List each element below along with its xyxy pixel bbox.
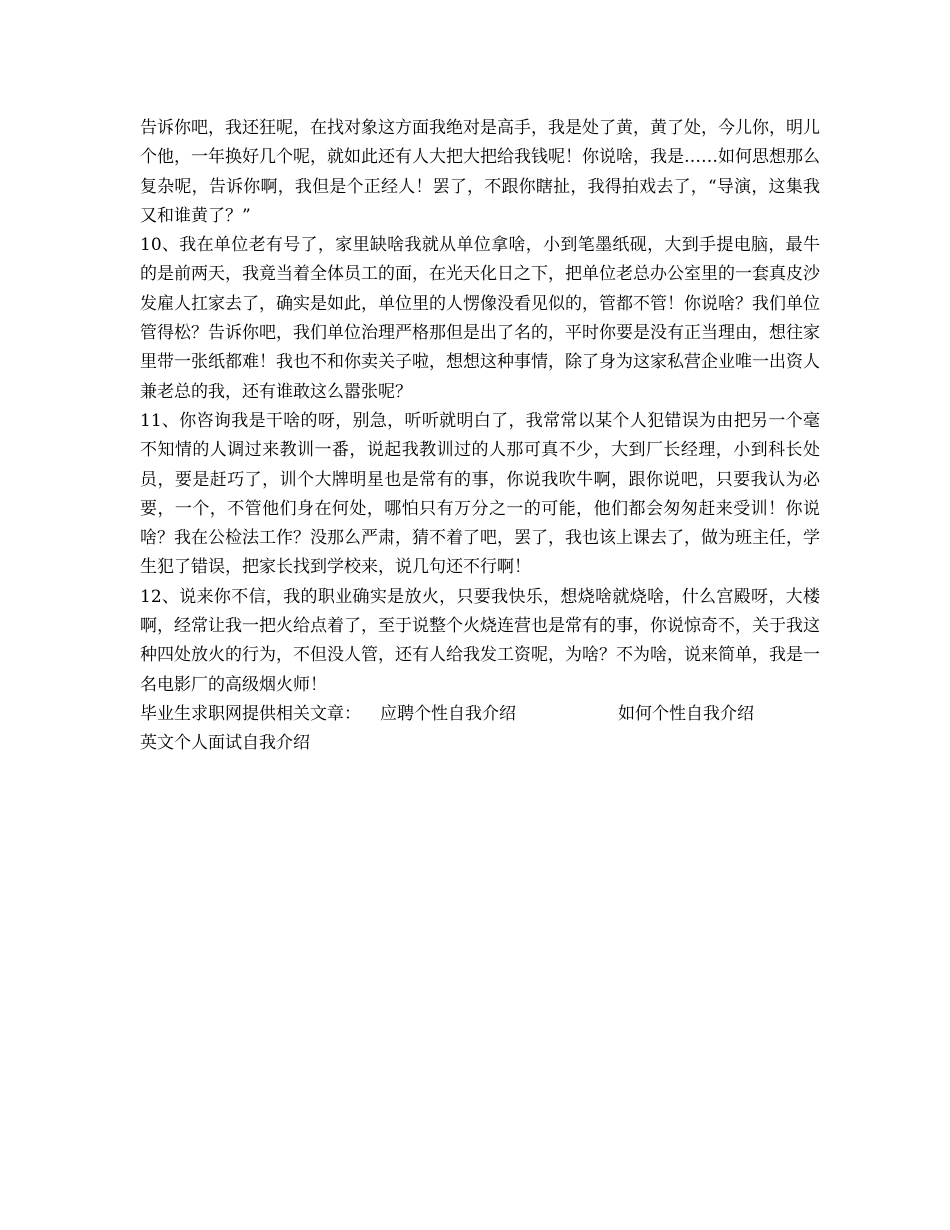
paragraph-item-12: 12、说来你不信，我的职业确实是放火，只要我快乐，想烧啥就烧啥，什么宫殿呀，大楼啊，经常让我一把火给点着了，至于说整个火烧连营也是常有的事，你说惊奇不，关于我这种四处放火的行为，不但没人管，还有人给我发工资呢，为啥？不为啥，说来简单，我是一名电影厂的高级烟火师！ xyxy=(140,586,820,695)
related-link-how-personality-intro[interactable]: 如何个性自我介绍 xyxy=(618,703,754,724)
paragraph-intro-continuation: 告诉你吧，我还狂呢，在找对象这方面我绝对是高手，我是处了黄，黄了处，今儿你，明儿个他，一年换好几个呢，就如此还有人大把大把给我钱呢！你说啥，我是……如何思想那么复杂呢，告诉你啊，我但是个正经人！罢了，不跟你瞎扯，我得拍戏去了，“导演，这集我又和谁黄了？” xyxy=(140,118,820,226)
related-articles xyxy=(140,700,820,759)
related-articles-label: 毕业生求职网提供相关文章： xyxy=(140,703,361,724)
paragraph-item-11: 11、你咨询我是干啥的呀，别急，听听就明白了，我常常以某个人犯错误为由把另一个毫不知情的人调过来教训一番，说起我教训过的人那可真不少，大到厂长经理，小到科长处员，要是赶巧了，训个大牌明星也是常有的事，你说我吹牛啊，跟你说吧，只要我认为必要，一个，不管他们身在何处，哪怕只有万分之一的可能，他们都会匆匆赶来受训！你说啥？我在公检法工作？没那么严肃，猜不着了吧，罢了，我也该上课去了，做为班主任，学生犯了错误，把家长找到学校来，说几句还不行啊！ xyxy=(140,410,820,578)
document-body xyxy=(140,114,820,759)
related-link-personality-application[interactable]: 应聘个性自我介绍 xyxy=(380,703,516,724)
paragraph-item-10: 10、我在单位老有号了，家里缺啥我就从单位拿啥，小到笔墨纸砚，大到手提电脑，最牛的是前两天，我竟当着全体员工的面，在光天化日之下，把单位老总办公室里的一套真皮沙发雇人扛家去了，确实是如此，单位里的人愣像没看见似的，管都不管！你说啥？我们单位管得松？告诉你吧，我们单位治理严格那但是出了名的，平时你要是没有正当理由，想往家里带一张纸都难！我也不和你卖关子啦，想想这种事情，除了身为这家私营企业唯一出资人兼老总的我，还有谁敢这么嚣张呢？ xyxy=(140,235,820,402)
related-link-english-interview-intro[interactable]: 英文个人面试自我介绍 xyxy=(140,733,310,754)
